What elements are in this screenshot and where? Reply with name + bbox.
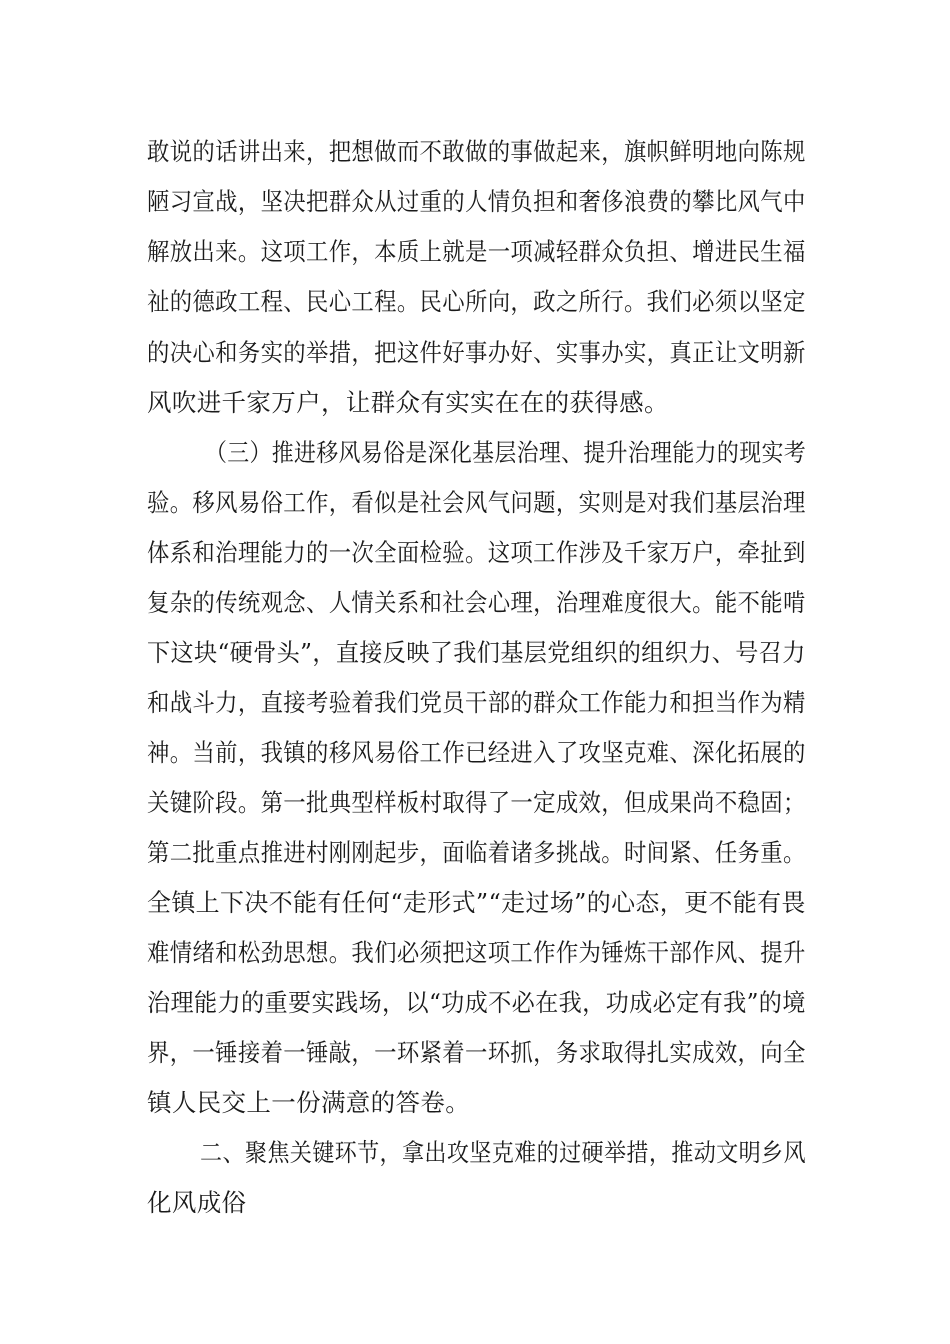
- text-line: 陋习宣战，坚决把群众从过重的人情负担和奢侈浪费的攀比风气中: [147, 187, 806, 216]
- text-line: 化风成俗: [147, 1188, 247, 1217]
- text-line: 难情绪和松劲思想。我们必须把这项工作作为锤炼干部作风、提升: [147, 938, 806, 967]
- section-heading-2: 二、聚焦关键环节，拿出攻坚克难的过硬举措，推动文明乡风: [200, 1138, 806, 1167]
- text-line: 治理能力的重要实践场，以“功成不必在我，功成必定有我”的境: [147, 988, 806, 1017]
- text-line: 解放出来。这项工作，本质上就是一项减轻群众负担、增进民生福: [147, 237, 806, 266]
- text-line: 神。当前，我镇的移风易俗工作已经进入了攻坚克难、深化拓展的: [147, 738, 806, 767]
- text-line: 验。移风易俗工作，看似是社会风气问题，实则是对我们基层治理: [147, 488, 806, 517]
- section-heading-3: （三）推进移风易俗是深化基层治理、提升治理能力的现实考: [205, 438, 806, 467]
- text-line: 和战斗力，直接考验着我们党员干部的群众工作能力和担当作为精: [147, 688, 806, 717]
- text-line: 下这块“硬骨头”，直接反映了我们基层党组织的组织力、号召力: [147, 638, 806, 667]
- text-line: 关键阶段。第一批典型样板村取得了一定成效，但成果尚不稳固；: [147, 788, 806, 817]
- text-line: 界，一锤接着一锤敲，一环紧着一环抓，务求取得扎实成效，向全: [147, 1038, 806, 1067]
- text-line: 风吹进千家万户，让群众有实实在在的获得感。: [147, 388, 669, 417]
- text-line: 体系和治理能力的一次全面检验。这项工作涉及千家万户，牵扯到: [147, 538, 806, 567]
- text-line: 复杂的传统观念、人情关系和社会心理，治理难度很大。能不能啃: [147, 588, 806, 617]
- text-line: 第二批重点推进村刚刚起步，面临着诸多挑战。时间紧、任务重。: [147, 838, 806, 867]
- text-line: 祉的德政工程、民心工程。民心所向，政之所行。我们必须以坚定: [147, 287, 806, 316]
- text-line: 镇人民交上一份满意的答卷。: [147, 1088, 471, 1117]
- text-line: 全镇上下决不能有任何“走形式”“走过场”的心态，更不能有畏: [147, 888, 806, 917]
- text-line: 的决心和务实的举措，把这件好事办好、实事办实，真正让文明新: [147, 338, 806, 367]
- text-line: 敢说的话讲出来，把想做而不敢做的事做起来，旗帜鲜明地向陈规: [147, 137, 806, 166]
